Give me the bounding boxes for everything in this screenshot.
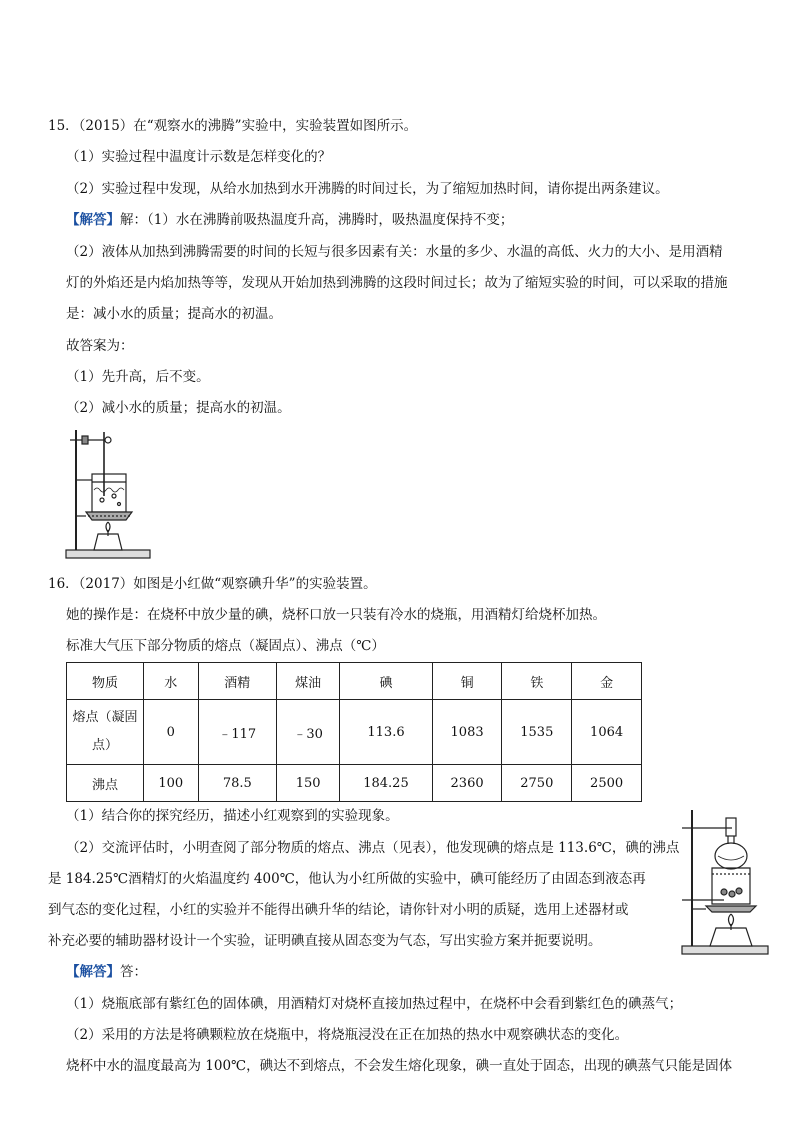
q16-sub2-line1: （2）交流评估时，小明查阅了部分物质的熔点、沸点（见表），他发现碘的熔点是 113.6℃，碘的沸点 xyxy=(66,840,680,856)
table-cell: 113.6 xyxy=(340,700,432,765)
q16-answer-suffix: 答： xyxy=(120,964,147,980)
properties-table xyxy=(66,662,642,802)
table-cell: 碘 xyxy=(340,663,432,700)
q16-table-caption: 标准大气压下部分物质的熔点（凝固点）、沸点（℃） xyxy=(66,638,385,654)
table-boiling-row xyxy=(67,765,642,802)
q15-answer-label: 【解答】 xyxy=(66,212,120,228)
q16-answer1: （1）烧瓶底部有紫红色的固体碘，用酒精灯对烧杯直接加热过程中，在烧杯中会看到紫红色的碘蒸气； xyxy=(66,996,683,1012)
table-cell: 铜 xyxy=(432,663,502,700)
table-cell: 150 xyxy=(277,765,340,802)
q16-answer3: 烧杯中水的温度最高为 100℃，碘达不到熔点，不会发生熔化现象，碘一直处于固态，出现的碘蒸气只能是固体 xyxy=(66,1058,733,1074)
table-cell: 沸点 xyxy=(67,765,144,802)
q15-sub2: （2）实验过程中发现，从给水加热到水开沸腾的时间过长，为了缩短加热时间，请你提出两条建议。 xyxy=(66,181,669,197)
table-cell: ﹣117 xyxy=(198,700,276,765)
table-cell: 2360 xyxy=(432,765,502,802)
table-cell: 1064 xyxy=(572,700,642,765)
iodine-sublimation-apparatus-figure xyxy=(676,804,772,956)
table-cell: ﹣30 xyxy=(277,700,340,765)
table-cell: 184.25 xyxy=(340,765,432,802)
q15-final-label: 故答案为： xyxy=(66,338,134,354)
q16-sub2-line4: 补充必要的辅助器材设计一个实验，证明碘直接从固态变为气态，写出实验方案并扼要说明。 xyxy=(48,933,602,949)
q16-sub2-line3: 到气态的变化过程，小红的实验并不能得出碘升华的结论，请你针对小明的质疑，选用上述器材或 xyxy=(48,902,629,918)
table-melting-row xyxy=(67,700,642,765)
q16-answer2: （2）采用的方法是将碘颗粒放在烧瓶中，将烧瓶浸没在正在加热的热水中观察碘状态的变化。 xyxy=(66,1027,629,1043)
table-cell: 铁 xyxy=(502,663,572,700)
table-header-row xyxy=(67,663,642,700)
boiling-water-apparatus-figure xyxy=(64,424,154,562)
table-cell: 2500 xyxy=(572,765,642,802)
q15-sub1: （1）实验过程中温度计示数是怎样变化的？ xyxy=(66,149,332,165)
q15-final1: （1）先升高，后不变。 xyxy=(66,369,210,385)
q15-stem: 15．（2015）在“观察水的沸腾”实验中，实验装置如图所示。 xyxy=(48,118,418,134)
table-cell: 水 xyxy=(144,663,199,700)
table-cell: 0 xyxy=(144,700,199,765)
table-cell: 2750 xyxy=(502,765,572,802)
q16-sub1: （1）结合你的探究经历，描述小红观察到的实验现象。 xyxy=(66,808,399,824)
q16-answer-label: 【解答】 xyxy=(66,964,120,980)
q15-answer-text1: 解：（1）水在沸腾前吸热温度升高，沸腾时，吸热温度保持不变； xyxy=(120,212,514,228)
table-cell: 1083 xyxy=(432,700,502,765)
q15-answer-line2: （2）液体从加热到沸腾需要的时间的长短与很多因素有关：水量的多少、水温的高低、火力的大小、是用酒精 xyxy=(66,244,723,260)
table-cell: 物质 xyxy=(67,663,144,700)
q16-stem: 16．（2017）如图是小红做“观察碘升华”的实验装置。 xyxy=(48,576,377,592)
q15-answer-line4: 是：减小水的质量；提高水的初温。 xyxy=(66,306,282,322)
table-cell: 煤油 xyxy=(277,663,340,700)
q15-answer-line3: 灯的外焰还是内焰加热等等，发现从开始加热到沸腾的这段时间过长；故为了缩短实验的时间，可以采取的措施 xyxy=(66,275,728,291)
table-cell: 金 xyxy=(572,663,642,700)
table-cell: 熔点（凝固点） xyxy=(67,700,144,765)
q15-answer-line1 xyxy=(66,210,513,230)
q16-sub2-line2: 是 184.25℃酒精灯的火焰温度约 400℃，他认为小红所做的实验中，碘可能经历了由固态到液态再 xyxy=(48,871,646,887)
table-cell: 1535 xyxy=(502,700,572,765)
table-cell: 100 xyxy=(144,765,199,802)
q16-operation: 她的操作是：在烧杯中放少量的碘，烧杯口放一只装有冷水的烧瓶，用酒精灯给烧杯加热。 xyxy=(66,607,606,623)
q15-final2: （2）减小水的质量；提高水的初温。 xyxy=(66,400,291,416)
table-cell: 78.5 xyxy=(198,765,276,802)
table-cell: 酒精 xyxy=(198,663,276,700)
q16-answer-head xyxy=(66,962,147,982)
